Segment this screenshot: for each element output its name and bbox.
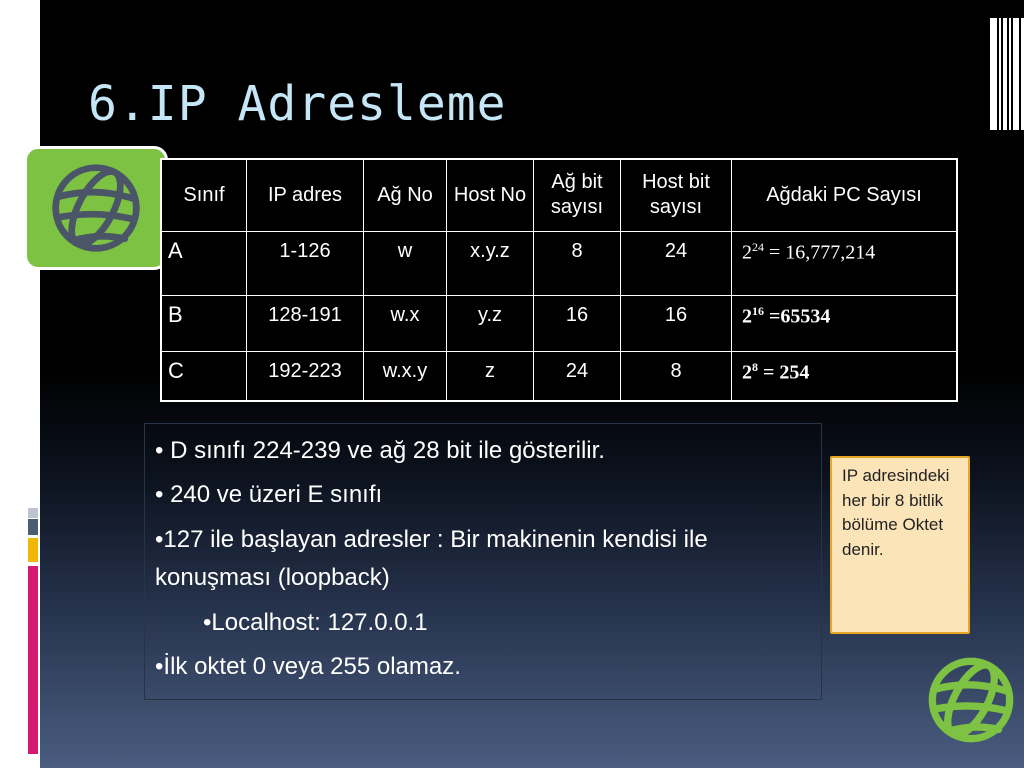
header-host-bits: Host bit sayısı — [621, 159, 732, 231]
cell-class: A — [161, 231, 247, 295]
note-item: • 240 ve üzeri E sınıfı — [155, 481, 383, 509]
pc-base: 2 — [742, 241, 752, 264]
table-row — [161, 295, 957, 351]
cell-class: B — [161, 295, 247, 351]
table-row — [161, 231, 957, 295]
accent-stripe-light — [28, 508, 38, 518]
cell-pc-count — [732, 351, 958, 401]
globe-icon — [925, 654, 1017, 746]
cell-network-bits: 8 — [534, 231, 621, 295]
globe-icon — [48, 160, 144, 256]
accent-stripe-yellow — [28, 538, 38, 562]
cell-network: w.x — [364, 295, 447, 351]
pc-exponent: 24 — [752, 239, 764, 254]
cell-ip-range: 1-126 — [247, 231, 364, 295]
globe-tile — [24, 146, 168, 270]
cell-host: z — [447, 351, 534, 401]
cell-host-bits: 16 — [621, 295, 732, 351]
decorative-vertical-lines — [990, 18, 1024, 130]
header-network-no: Ağ No — [364, 159, 447, 231]
cell-host-bits: 24 — [621, 231, 732, 295]
header-class: Sınıf — [161, 159, 247, 231]
note-item: • D sınıfı 224-239 ve ağ 28 bit ile gösterilir. — [155, 437, 605, 464]
octet-callout — [830, 456, 970, 634]
pc-result: = 254 — [758, 361, 810, 384]
header-ip-range: IP adres — [247, 159, 364, 231]
cell-host: y.z — [447, 295, 534, 351]
notes-textbox — [144, 423, 822, 700]
cell-class: C — [161, 351, 247, 401]
note-item: •127 ile başlayan adresler : Bir makinenin kendisi ile konuşması (loopback) — [155, 525, 708, 592]
header-host-no: Host No — [447, 159, 534, 231]
cell-pc-count — [732, 295, 958, 351]
table-header-row — [161, 159, 957, 231]
slide-title: 6.IP Adresleme — [88, 76, 507, 132]
ip-class-table — [160, 158, 958, 402]
pc-base: 2 — [742, 305, 752, 328]
note-item: •İlk oktet 0 veya 255 olamaz. — [155, 652, 461, 680]
pc-result: = 16,777,214 — [764, 241, 876, 264]
pc-exponent: 8 — [752, 359, 758, 374]
pc-exponent: 16 — [752, 303, 764, 318]
cell-host-bits: 8 — [621, 351, 732, 401]
cell-pc-count — [732, 231, 958, 295]
cell-network: w — [364, 231, 447, 295]
header-pc-count: Ağdaki PC Sayısı — [732, 159, 958, 231]
table-row — [161, 351, 957, 401]
accent-stripe-pink — [28, 566, 38, 754]
pc-result: =65534 — [764, 305, 831, 328]
callout-text: IP adresindeki her bir 8 bitlik bölüme Oktet denir. — [842, 466, 950, 559]
pc-base: 2 — [742, 361, 752, 384]
cell-network: w.x.y — [364, 351, 447, 401]
accent-stripe-slate — [28, 519, 38, 535]
cell-host: x.y.z — [447, 231, 534, 295]
header-network-bits: Ağ bit sayısı — [534, 159, 621, 231]
cell-network-bits: 24 — [534, 351, 621, 401]
cell-ip-range: 128-191 — [247, 295, 364, 351]
cell-ip-range: 192-223 — [247, 351, 364, 401]
cell-network-bits: 16 — [534, 295, 621, 351]
note-item: •Localhost: 127.0.0.1 — [203, 608, 428, 636]
